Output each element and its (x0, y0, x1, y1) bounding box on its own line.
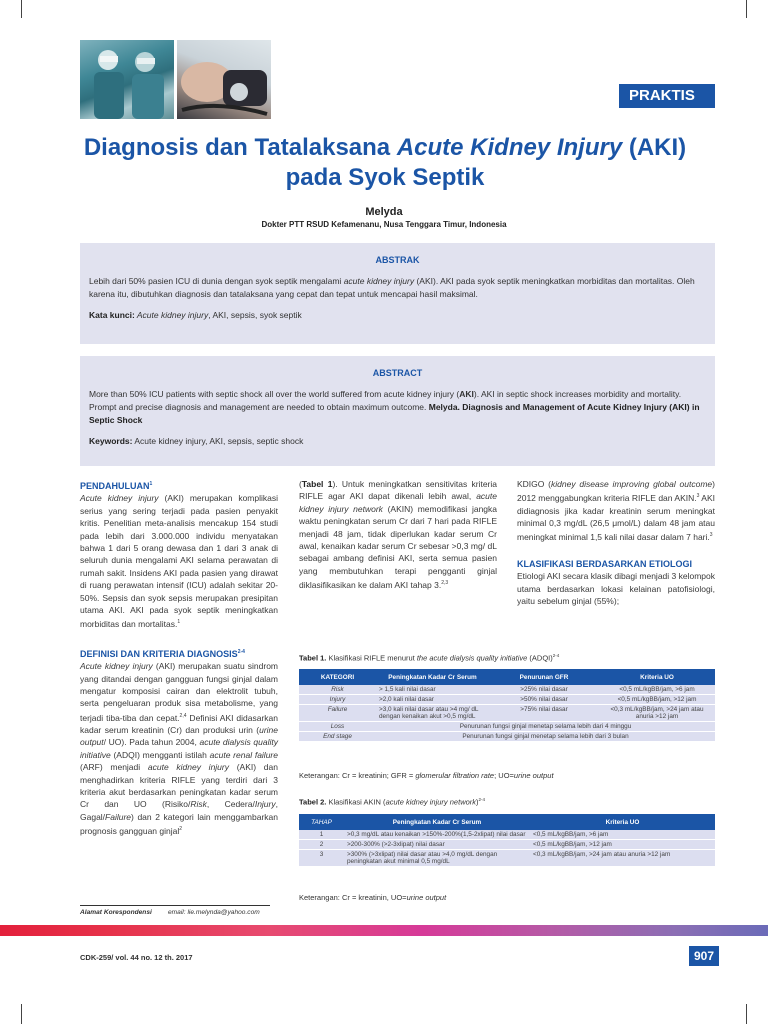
author-name: Melyda (365, 206, 403, 218)
table2-caption (299, 797, 485, 807)
rifle-table (299, 669, 715, 742)
col2-b-italic: acute kidney injury network (299, 491, 497, 514)
table2-caption-b: ) (476, 797, 479, 807)
table2-note-a: Keterangan: Cr = kreatinin, UO= (299, 893, 407, 902)
p2-b: Definisi AKI didasarkan kadar serum kreatinin (Cr) dan produksi urin ( (80, 712, 278, 735)
abstract-kw-rest: Acute kidney injury, AKI, sepsis, septic shock (132, 436, 304, 446)
abstract-text-aki: AKI (459, 389, 474, 399)
abstrak-text-italic: acute kidney injury (343, 276, 415, 286)
author-affiliation: Dokter PTT RSUD Kefamenanu, Nusa Tenggara Timur, Indonesia (261, 220, 507, 229)
table-header-cell: TAHAP (299, 814, 344, 830)
table1-note-a: Keterangan: Cr = kreatinin; GFR = (299, 771, 416, 780)
col2-paragraph (299, 478, 497, 591)
p2-f-italic: Risk (190, 799, 207, 810)
correspondence-label: Alamat Korespondensi (80, 909, 152, 916)
table-cell: <0,3 mL/kgBB/jam, >24 jam atau anuria >12 jam (599, 705, 715, 722)
table-header-cell: Peningkatan Kadar Cr Serum (376, 669, 489, 685)
pendahuluan-heading-text: PENDAHULUAN (80, 481, 150, 491)
footer-color-band (0, 925, 768, 936)
p2-g: , Cedera/ (206, 799, 255, 810)
table-cell: Penurunan fungsi ginjal menetap selama lebih dari 3 bulan (376, 732, 715, 742)
blood-pressure-photo (177, 40, 271, 119)
pendahuluan-paragraph (80, 492, 278, 630)
table-cell: >3,0 kali nilai dasar atau >4 mg/ dL dengan kenaikan akut >0,5 mg/dL (376, 705, 489, 722)
p1-sup: 1 (177, 619, 181, 626)
p2-i: ) dan 2 kategori lain menggambarkan prognosis gangguan ginjal (80, 811, 278, 837)
col3-a: KDIGO ( (517, 479, 552, 489)
table-cell: >2,0 kali nilai dasar (376, 695, 489, 705)
col2-c: (AKIN) memodifikasi jangka waktu peningkatan serum Cr dari 7 hari pada RIFLE menjadi 48 jam, tidak diperlukan kadar serum Cr awal, kenaikan kadar serum Cr sebesar >0,3 mg/ dL sebagai ambang definisi AKI, serta semua pasien yang membutuhkan terapi pengganti ginjal diklasifikasikan ke dalam AKI tahap 3. (299, 503, 498, 591)
table1-caption (299, 653, 559, 663)
definisi-sup: 2-4 (237, 648, 245, 655)
col2-sup: 2,3 (441, 580, 449, 587)
column-2 (299, 478, 497, 591)
table-row (299, 685, 715, 695)
table2-note (299, 893, 446, 902)
table-cell: >0,3 mg/dL atau kenaikan >150%-200%(1,5-2xlipat) nilai dasar (344, 830, 530, 840)
article-title (60, 133, 710, 193)
abstrak-text (89, 275, 706, 301)
table-cell: >50% nilai dasar (489, 695, 599, 705)
table-row (299, 830, 715, 840)
surgeons-photo (80, 40, 174, 119)
p2-d: (ADQI) mengganti istilah (110, 749, 210, 760)
column-1 (80, 478, 278, 837)
p2-b-italic: urine output (80, 724, 278, 748)
table-cell: >75% nilai dasar (489, 705, 599, 722)
definisi-heading-text: DEFINISI DAN KRITERIA DIAGNOSIS (80, 648, 238, 659)
table-cell: Risk (299, 685, 376, 695)
footnote-divider (80, 905, 270, 906)
surgeons-illustration (80, 40, 174, 119)
table-cell: 2 (299, 840, 344, 850)
table-header-row (299, 669, 715, 685)
table1-caption-sup: 2-4 (552, 653, 560, 658)
abstract-citation: Melyda. Diagnosis and Management of Acute Kidney Injury (AKI) in Septic Shock (89, 402, 700, 425)
table1-note-b: ; UO= (494, 771, 514, 780)
abstract-text-b: ). AKI in septic shock increases morbidity and mortality. Prompt and precise diagnosis and management are needed to obtain maximum outcome. (89, 389, 682, 412)
p2-a: (AKI) merupakan suatu sindrom yang ditandai dengan gangguan fungsi ginjal dalam mengatur komposisi cairan dan elektrolit tubuh, serta pengeluaran produk sisa metabolisme, yang terjadi tiba-tiba dan cepat. (80, 661, 279, 723)
abstract-text-a: More than 50% ICU patients with septic shock all over the world suffered from acute kidney injury ( (89, 389, 460, 399)
title-part2: (AKI) (622, 134, 687, 161)
correspondence-email (168, 909, 260, 916)
table-row (299, 695, 715, 705)
table-cell: <0,5 mL/kgBB/jam, >6 jam (530, 830, 715, 840)
table-cell: Loss (299, 722, 376, 732)
abstrak-text-b: (AKI). AKI pada syok septik meningkatkan morbiditas dan mortalitas. Oleh karena itu, dibutuhkan diagnosis dan tatalaksana yang cepat dan tepat untuk mencapai hasil maksimal. (89, 276, 695, 299)
crop-mark (746, 1004, 747, 1024)
p2-e: (ARF) menjadi (80, 762, 148, 773)
sphygmomanometer-illustration (177, 40, 271, 119)
table-row (299, 850, 715, 867)
table-header-cell: KATEGORI (299, 669, 376, 685)
table2-note-italic: urine output (406, 893, 447, 902)
title-italic: Acute Kidney Injury (396, 134, 623, 161)
abstract-heading: ABSTRACT (372, 368, 423, 378)
p1-italic: Acute kidney injury (80, 493, 159, 504)
abstract-kw-label: Keywords: (89, 436, 133, 446)
table-cell: <0,5 mL/kgBB/jam, >12 jam (599, 695, 715, 705)
p2-c-italic: acute dialysis quality initiative (80, 737, 278, 760)
p2-h: , Gagal/ (80, 799, 278, 822)
col3-sup1: 3 (696, 493, 700, 500)
col3-a-italic: kidney disease improving global outcome (551, 479, 713, 489)
abstrak-box (80, 243, 715, 344)
table1-caption-label: Tabel 1. (299, 653, 327, 663)
table-cell: <0,3 mL/kgBB/jam, >24 jam atau anuria >12 jam (530, 850, 715, 867)
table-row (299, 732, 715, 742)
table1-caption-b: (ADQI) (527, 653, 553, 663)
section-badge: PRAKTIS (619, 84, 715, 108)
crop-mark (21, 1004, 22, 1024)
crop-mark (21, 0, 22, 18)
table-row (299, 722, 715, 732)
table1-caption-italic: the acute dialysis quality initiative (416, 653, 528, 663)
pendahuluan-heading (80, 478, 278, 492)
p2-sup2: 2 (179, 826, 183, 833)
p2-c: / UO). Pada tahun 2004, (103, 737, 200, 748)
abstract-keywords (89, 435, 706, 448)
abstract-text (89, 388, 706, 427)
table-cell: >25% nilai dasar (489, 685, 599, 695)
abstrak-text-a: Lebih dari 50% pasien ICU di dunia dengan syok septik mengalami (89, 276, 344, 286)
email-link[interactable]: lie.melynda@yahoo.com (187, 909, 260, 916)
table1-caption-a: Klasifikasi RIFLE menurut (326, 653, 417, 663)
definisi-paragraph (80, 660, 278, 837)
p2-h-italic: Failure (105, 811, 132, 822)
table-cell: <0,5 mL/kgBB/jam, >6 jam (599, 685, 715, 695)
table-header-row (299, 814, 715, 830)
p2-f: (AKI) dan menghadirkan kriteria RIFLE yang terdiri dari 3 kriteria akut berdasarkan peningkatan kadar serum Cr dan UO (Risiko/ (80, 762, 278, 810)
title-line2: pada Syok Septik (285, 164, 485, 191)
col3-paragraph (517, 478, 715, 544)
col2-tabel-ref: Tabel 1 (301, 479, 333, 489)
table2-caption-a: Klasifikasi AKIN ( (326, 797, 386, 807)
table-cell: 3 (299, 850, 344, 867)
abstrak-kw-italic: Acute kidney injury (134, 310, 209, 320)
abstract-box (80, 356, 715, 466)
table1-note-italic2: urine output (513, 771, 554, 780)
table-cell: Injury (299, 695, 376, 705)
title-part1: Diagnosis dan Tatalaksana (83, 134, 397, 161)
table-cell: Penurunan fungsi ginjal menetap selama lebih dari 4 minggu (376, 722, 715, 732)
abstrak-kw-label: Kata kunci: (89, 310, 135, 320)
table-header-cell: Kriteria UO (599, 669, 715, 685)
table2-caption-sup: 2-4 (478, 797, 486, 802)
email-label: email: (168, 909, 186, 916)
p2-e-italic: acute kidney injury (147, 762, 229, 773)
table-cell: Failure (299, 705, 376, 722)
table-cell: > 1,5 kali nilai dasar (376, 685, 489, 695)
table-row (299, 705, 715, 722)
table-header-cell: Peningkatan Kadar Cr Serum (344, 814, 530, 830)
p1-text: (AKI) merupakan komplikasi serius yang sering terjadi pada pasien penyakit kritis. Penelitian meta-analisis mencakup 154 studi pada lebih dari 3.000.000 individu menyatakan bahwa 1 dari 5 orang dewasa dan 1 dari 3 anak di seluruh dunia mengalami AKI selama perawatan di rumah sakit. Insidens AKI pada pasien yang dirawat di ruang perawatan intensif (ICU) adalah sekitar 20-50%. Sepsis dan syok sepsis merupakan presipitan utama AKI. AKI pada syok septik meningkatkan morbiditas dan mortalitas. (80, 493, 278, 630)
klasifikasi-heading: KLASIFIKASI BERDASARKAN ETIOLOGI (517, 558, 693, 569)
page-number: 907 (689, 946, 719, 966)
abstrak-heading: ABSTRAK (375, 255, 420, 265)
akin-table (299, 814, 715, 867)
table2-caption-italic: acute kidney injury network (385, 797, 477, 807)
col2-b: ). Untuk meningkatkan sensitivitas kriteria RIFLE agar AKI dapat dikenali lebih awal, (299, 479, 497, 502)
table-cell: <0,5 mL/kgBB/jam, >12 jam (530, 840, 715, 850)
p2-a-italic: Acute kidney injury (80, 661, 153, 672)
definisi-heading (80, 646, 278, 660)
table-row (299, 840, 715, 850)
p2-d-italic: acute renal failure (209, 749, 278, 760)
table2-caption-label: Tabel 2. (299, 797, 327, 807)
table-cell: 1 (299, 830, 344, 840)
col3-sup2: 3 (709, 532, 713, 539)
table1-note (299, 771, 554, 780)
table-cell: >300% (>3xlipat) nilai dasar atau >4,0 mg/dL dengan peningkatan akut minimal 0,5 mg/dL (344, 850, 530, 867)
crop-mark (746, 0, 747, 18)
table-cell: End stage (299, 732, 376, 742)
table-header-cell: Kriteria UO (530, 814, 715, 830)
abstrak-kw-rest: , AKI, sepsis, syok septik (208, 310, 302, 320)
column-3 (517, 478, 715, 607)
klasifikasi-paragraph: Etiologi AKI secara klasik dibagi menjadi 3 kelompok utama berdasarkan lokasi kelainan patofisiologi, yaitu sebelum ginjal (55%); (517, 571, 715, 606)
col3-c: AKI didiagnosis jika kadar kreatinin serum meningkat minimal 0,3 mg/dL (26,5 μmol/L) dalam 48 jam atau meningkat minimal 1,5 kali nilai dasar dalam 7 hari. (517, 493, 715, 543)
table-cell: >200-300% (>2-3xlipat) nilai dasar (344, 840, 530, 850)
table1-note-italic: glomerular filtration rate (415, 771, 495, 780)
table-header-cell: Penurunan GFR (489, 669, 599, 685)
pendahuluan-sup: 1 (149, 481, 153, 487)
p2-g-italic: Injury (254, 799, 276, 810)
abstrak-keywords (89, 309, 706, 322)
journal-info: CDK-259/ vol. 44 no. 12 th. 2017 (80, 953, 193, 962)
col2-a: ( (299, 479, 302, 489)
p2-sup1: 2,4 (179, 712, 187, 719)
col3-b: ) 2012 menggabungkan kriteria RIFLE dan AKIN. (517, 479, 715, 504)
